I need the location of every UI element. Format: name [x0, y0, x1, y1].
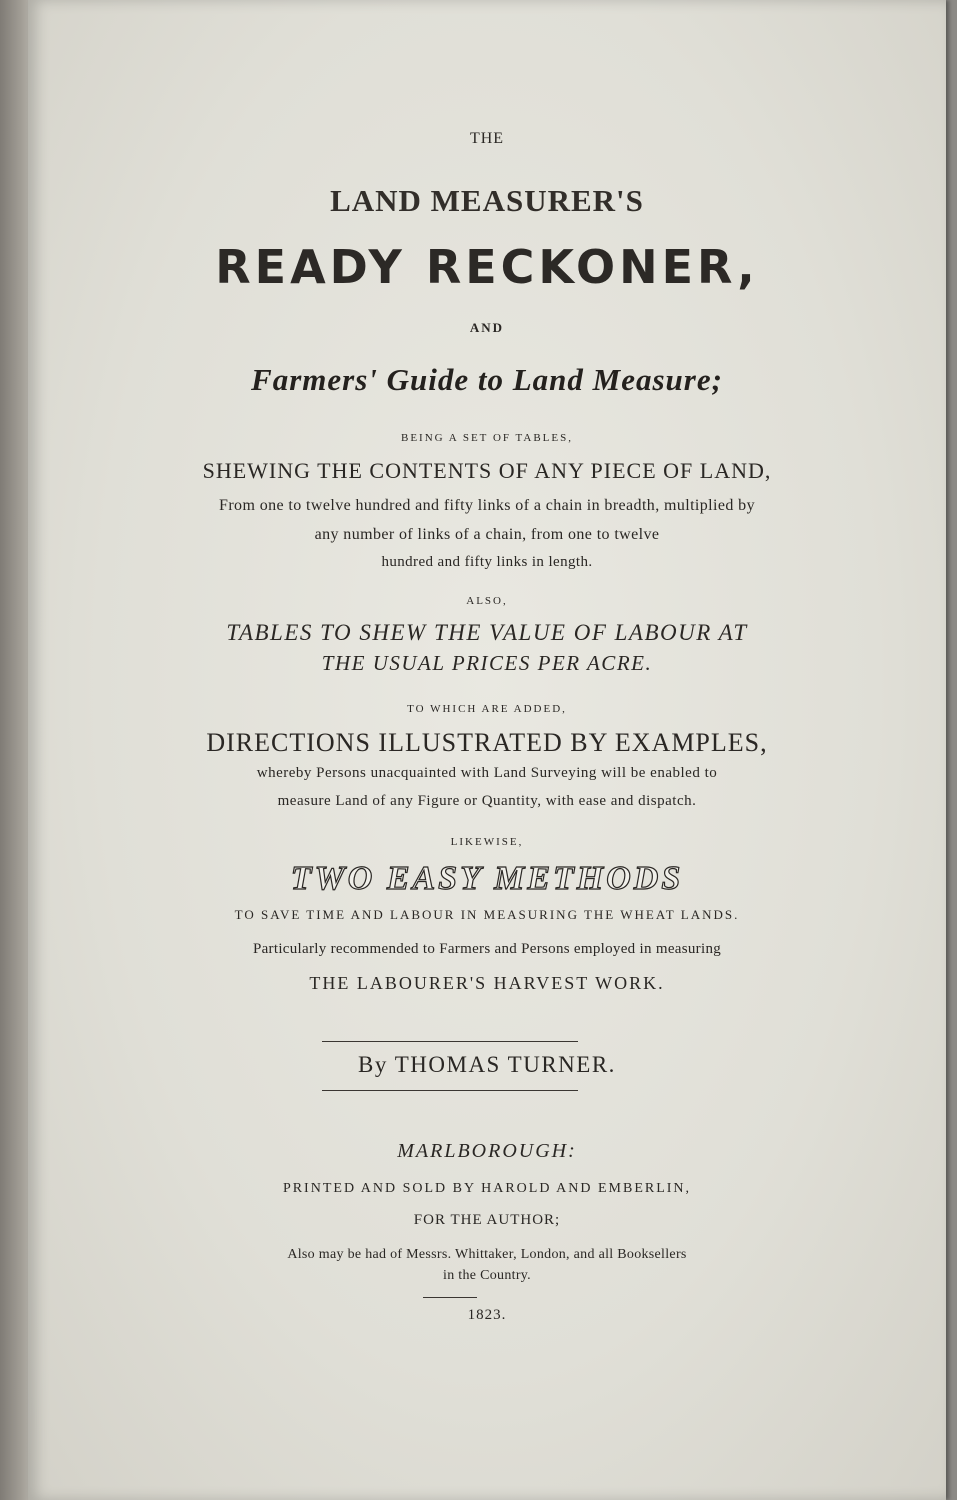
description-line-3: hundred and fifty links in length. — [381, 554, 593, 570]
year-rule — [423, 1297, 477, 1298]
description-line-1: From one to twelve hundred and fifty links of a chain in breadth, multiplied by — [219, 497, 755, 514]
directions-heading: DIRECTIONS ILLUSTRATED BY EXAMPLES, — [206, 728, 768, 757]
title-line-1: LAND MEASURER'S — [330, 183, 644, 218]
author-rule-top — [322, 1041, 578, 1042]
author-line: By THOMAS TURNER. — [358, 1052, 616, 1077]
methods-heading: TWO EASY METHODS — [290, 860, 684, 897]
author-rule-bottom — [322, 1090, 578, 1091]
shewing-line: SHEWING THE CONTENTS OF ANY PIECE OF LAND, — [202, 458, 772, 483]
being-line: BEING A SET OF TABLES, — [401, 432, 573, 444]
particularly-line: Particularly recommended to Farmers and Persons employed in measuring — [252, 941, 722, 957]
likewise-line: LIKEWISE, — [450, 836, 524, 848]
and-connector: AND — [469, 320, 505, 335]
printed-line: PRINTED AND SOLD BY HAROLD AND EMBERLIN, — [282, 1181, 692, 1196]
save-time-line: TO SAVE TIME AND LABOUR IN MEASURING THE WHEAT LANDS. — [234, 907, 740, 922]
for-author-line: FOR THE AUTHOR; — [413, 1212, 561, 1228]
also-had-line-1: Also may be had of Messrs. Whittaker, London, and all Booksellers — [287, 1247, 687, 1262]
place-line: MARLBOROUGH: — [397, 1140, 577, 1162]
whereby-line-1: whereby Persons unacquainted with Land Surveying will be enabled to — [256, 765, 718, 781]
the-heading: THE — [469, 130, 505, 147]
title-page — [28, 0, 946, 1500]
subtitle: Farmers' Guide to Land Measure; — [251, 362, 723, 397]
tables-line-1: TABLES TO SHEW THE VALUE OF LABOUR AT — [226, 620, 748, 645]
year-line: 1823. — [467, 1307, 507, 1323]
harvest-line: THE LABOURER'S HARVEST WORK. — [309, 973, 665, 993]
tables-line-2: THE USUAL PRICES PER ACRE. — [321, 651, 653, 675]
whereby-line-2: measure Land of any Figure or Quantity, with ease and dispatch. — [277, 793, 697, 809]
also-had-line-2: in the Country. — [443, 1268, 531, 1283]
description-line-2: any number of links of a chain, from one to twelve — [314, 526, 660, 543]
also-line: ALSO, — [466, 595, 508, 607]
title-line-2: READY RECKONER, — [215, 240, 759, 294]
to-which-line: TO WHICH ARE ADDED, — [407, 703, 567, 715]
